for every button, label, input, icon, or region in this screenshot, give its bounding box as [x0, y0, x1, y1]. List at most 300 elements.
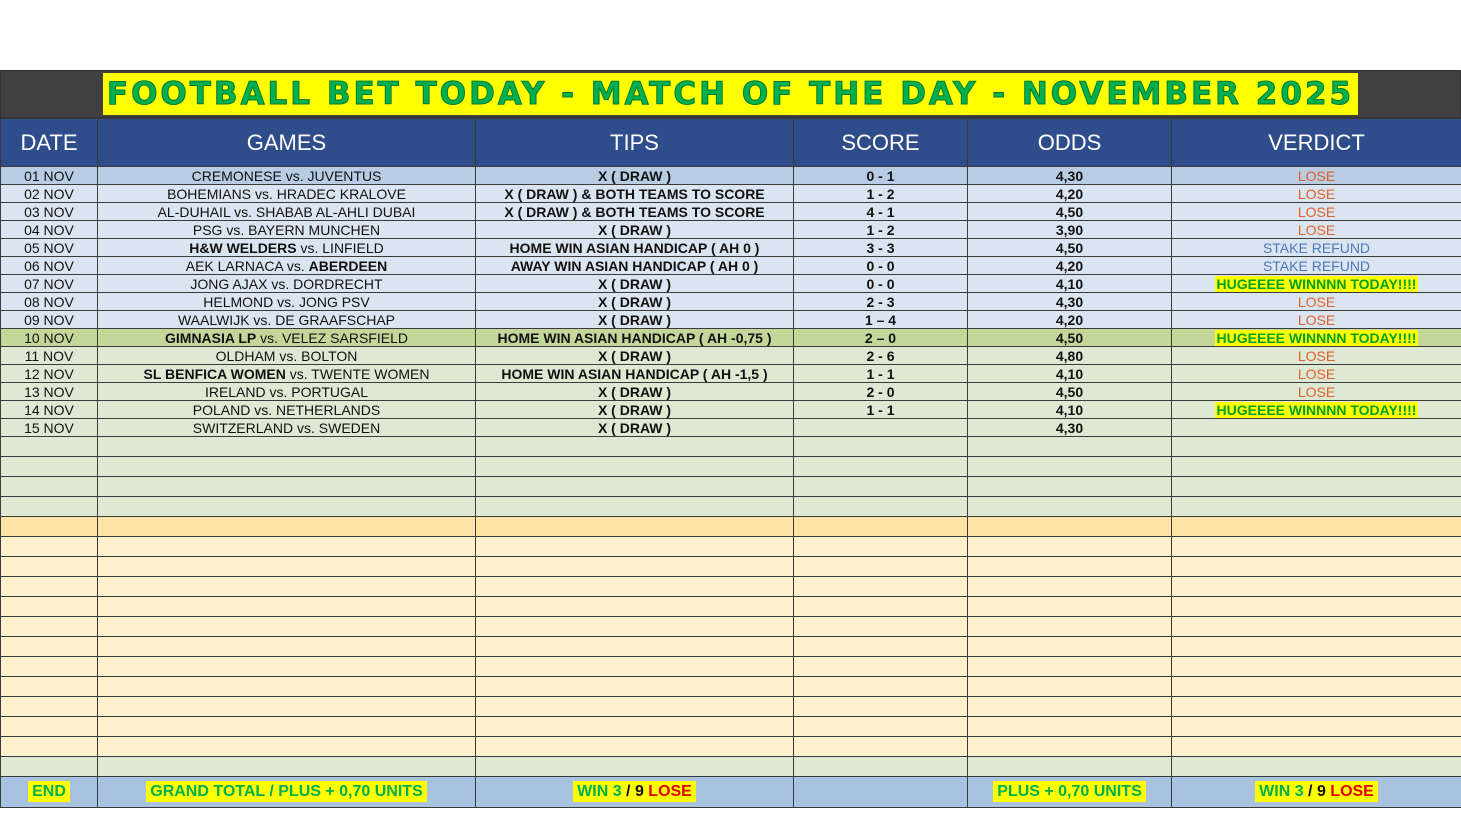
tip-cell[interactable]: X ( DRAW )	[476, 419, 794, 437]
empty-cell[interactable]	[968, 657, 1172, 677]
empty-cell[interactable]	[1172, 517, 1461, 537]
empty-cell[interactable]	[1172, 617, 1461, 637]
away-team: DE GRAAFSCHAP	[275, 311, 396, 328]
empty-cell[interactable]	[794, 737, 968, 757]
footer-verdict-sep: /	[1303, 783, 1317, 800]
empty-cell[interactable]	[98, 757, 476, 777]
verdict-cell[interactable]	[1172, 221, 1461, 239]
empty-cell[interactable]	[968, 457, 1172, 477]
footer-verdict-win: WIN 3	[1259, 783, 1304, 800]
date-cell[interactable]: 14 NOV	[1, 401, 98, 419]
away-team: PORTUGAL	[291, 383, 369, 400]
odds-cell[interactable]: 4,80	[968, 347, 1172, 365]
verdict-label: LOSE	[1297, 221, 1336, 238]
score-cell[interactable]: 2 - 6	[794, 347, 968, 365]
date-cell[interactable]: 02 NOV	[1, 185, 98, 203]
header-verdict[interactable]: VERDICT	[1172, 119, 1461, 167]
games-cell[interactable]	[98, 167, 476, 185]
empty-cell[interactable]	[476, 657, 794, 677]
verdict-label: LOSE	[1297, 383, 1336, 400]
empty-row	[1, 437, 1461, 457]
tip-cell[interactable]: HOME WIN ASIAN HANDICAP ( AH -1,5 )	[476, 365, 794, 383]
score-cell[interactable]: 1 – 4	[794, 311, 968, 329]
verdict-cell[interactable]	[1172, 347, 1461, 365]
empty-cell[interactable]	[476, 677, 794, 697]
away-team: JUVENTUS	[307, 167, 382, 184]
empty-row	[1, 597, 1461, 617]
tip-cell[interactable]: X ( DRAW )	[476, 383, 794, 401]
games-cell[interactable]	[98, 293, 476, 311]
empty-cell[interactable]	[968, 737, 1172, 757]
empty-cell[interactable]	[1172, 457, 1461, 477]
tip-cell[interactable]: X ( DRAW )	[476, 311, 794, 329]
home-team: POLAND	[192, 401, 251, 418]
empty-cell[interactable]	[1, 437, 98, 457]
odds-cell[interactable]: 4,30	[968, 419, 1172, 437]
score-cell[interactable]: 0 - 0	[794, 275, 968, 293]
empty-row	[1, 637, 1461, 657]
home-team: AEK LARNACA	[185, 257, 283, 274]
empty-cell[interactable]	[794, 537, 968, 557]
away-team: VELEZ SARSFIELD	[281, 329, 408, 346]
away-team: NETHERLANDS	[276, 401, 381, 418]
footer-row	[1, 777, 1461, 808]
games-cell[interactable]	[98, 329, 476, 347]
score-cell[interactable]: 2 - 3	[794, 293, 968, 311]
games-cell[interactable]	[98, 203, 476, 221]
empty-cell[interactable]	[476, 457, 794, 477]
empty-cell[interactable]	[98, 437, 476, 457]
bets-table	[0, 118, 1461, 808]
date-cell[interactable]: 10 NOV	[1, 329, 98, 347]
empty-row	[1, 477, 1461, 497]
footer-tips-num: 9	[634, 783, 644, 800]
score-cell[interactable]: 1 - 1	[794, 365, 968, 383]
empty-cell[interactable]	[1172, 477, 1461, 497]
date-cell[interactable]: 01 NOV	[1, 167, 98, 185]
date-cell[interactable]: 12 NOV	[1, 365, 98, 383]
verdict-cell[interactable]	[1172, 383, 1461, 401]
table-row	[1, 185, 1461, 203]
odds-cell[interactable]: 3,90	[968, 221, 1172, 239]
vs-label: vs.	[254, 185, 273, 202]
empty-row	[1, 557, 1461, 577]
empty-cell[interactable]	[98, 717, 476, 737]
header-score[interactable]: SCORE	[794, 119, 968, 167]
empty-cell[interactable]	[98, 537, 476, 557]
empty-cell[interactable]	[1172, 597, 1461, 617]
empty-cell[interactable]	[968, 517, 1172, 537]
games-cell[interactable]	[98, 257, 476, 275]
footer-tips-cell[interactable]	[476, 777, 794, 808]
away-team: BOLTON	[301, 347, 358, 364]
footer-tips-win: WIN 3	[577, 783, 622, 800]
empty-cell[interactable]	[1172, 537, 1461, 557]
empty-cell[interactable]	[968, 477, 1172, 497]
empty-cell[interactable]	[476, 757, 794, 777]
header-games[interactable]: GAMES	[98, 119, 476, 167]
vs-label: vs.	[277, 293, 296, 310]
empty-cell[interactable]	[968, 617, 1172, 637]
empty-cell[interactable]	[1172, 737, 1461, 757]
verdict-label: STAKE REFUND	[1262, 239, 1371, 256]
home-team: SWITZERLAND	[192, 419, 294, 436]
tip-cell[interactable]: HOME WIN ASIAN HANDICAP ( AH -0,75 )	[476, 329, 794, 347]
date-cell[interactable]: 08 NOV	[1, 293, 98, 311]
date-cell[interactable]: 13 NOV	[1, 383, 98, 401]
footer-odds-cell[interactable]	[968, 777, 1172, 808]
empty-row	[1, 517, 1461, 537]
home-team: HELMOND	[203, 293, 274, 310]
verdict-cell[interactable]	[1172, 275, 1461, 293]
footer-verdict-lose: LOSE	[1325, 783, 1374, 800]
empty-cell[interactable]	[794, 477, 968, 497]
verdict-cell[interactable]	[1172, 311, 1461, 329]
tip-cell[interactable]: AWAY WIN ASIAN HANDICAP ( AH 0 )	[476, 257, 794, 275]
odds-cell[interactable]: 4,30	[968, 293, 1172, 311]
tip-cell[interactable]: X ( DRAW )	[476, 401, 794, 419]
verdict-cell[interactable]	[1172, 365, 1461, 383]
vs-label: vs.	[254, 401, 273, 418]
vs-label: vs.	[260, 329, 279, 346]
verdict-label: LOSE	[1297, 185, 1336, 202]
empty-row	[1, 497, 1461, 517]
home-team: GIMNASIA LP	[165, 329, 257, 346]
empty-cell[interactable]	[476, 577, 794, 597]
empty-cell[interactable]	[476, 737, 794, 757]
tip-cell[interactable]: X ( DRAW )	[476, 347, 794, 365]
empty-cell[interactable]	[476, 717, 794, 737]
date-cell[interactable]: 03 NOV	[1, 203, 98, 221]
empty-cell[interactable]	[794, 717, 968, 737]
tip-cell[interactable]: HOME WIN ASIAN HANDICAP ( AH 0 )	[476, 239, 794, 257]
date-cell[interactable]: 11 NOV	[1, 347, 98, 365]
home-team: AL-DUHAIL	[157, 203, 231, 220]
empty-row	[1, 617, 1461, 637]
vs-label: vs.	[289, 365, 308, 382]
score-cell[interactable]: 4 - 1	[794, 203, 968, 221]
tip-cell[interactable]: X ( DRAW ) & BOTH TEAMS TO SCORE	[476, 203, 794, 221]
odds-cell[interactable]: 4,20	[968, 311, 1172, 329]
odds-cell[interactable]: 4,10	[968, 401, 1172, 419]
empty-cell[interactable]	[476, 637, 794, 657]
empty-cell[interactable]	[1172, 557, 1461, 577]
empty-cell[interactable]	[1, 517, 98, 537]
empty-cell[interactable]	[98, 617, 476, 637]
empty-row	[1, 697, 1461, 717]
table-row	[1, 419, 1461, 437]
verdict-label: HUGEEEE WINNNN TODAY!!!!	[1216, 329, 1417, 346]
empty-cell[interactable]	[1, 537, 98, 557]
games-cell[interactable]	[98, 347, 476, 365]
footer-score-cell[interactable]	[794, 777, 968, 808]
empty-cell[interactable]	[1, 717, 98, 737]
empty-cell[interactable]	[794, 577, 968, 597]
empty-cell[interactable]	[794, 437, 968, 457]
empty-cell[interactable]	[98, 597, 476, 617]
empty-cell[interactable]	[476, 617, 794, 637]
empty-cell[interactable]	[98, 577, 476, 597]
table-row	[1, 203, 1461, 221]
empty-cell[interactable]	[968, 557, 1172, 577]
title-bar	[0, 70, 1461, 118]
table-row	[1, 275, 1461, 293]
empty-cell[interactable]	[1, 697, 98, 717]
empty-row	[1, 457, 1461, 477]
empty-cell[interactable]	[794, 597, 968, 617]
empty-cell[interactable]	[476, 557, 794, 577]
empty-cell[interactable]	[1, 677, 98, 697]
empty-cell[interactable]	[98, 677, 476, 697]
verdict-label: HUGEEEE WINNNN TODAY!!!!	[1216, 275, 1417, 292]
empty-cell[interactable]	[1, 657, 98, 677]
empty-cell[interactable]	[794, 657, 968, 677]
score-cell[interactable]: 1 - 2	[794, 221, 968, 239]
table-row	[1, 311, 1461, 329]
away-team: ABERDEEN	[308, 257, 388, 274]
empty-cell[interactable]	[794, 497, 968, 517]
empty-cell[interactable]	[98, 657, 476, 677]
empty-cell[interactable]	[98, 457, 476, 477]
empty-cell[interactable]	[1172, 657, 1461, 677]
empty-cell[interactable]	[1172, 437, 1461, 457]
verdict-label: LOSE	[1297, 167, 1336, 184]
games-cell[interactable]	[98, 311, 476, 329]
empty-cell[interactable]	[794, 637, 968, 657]
score-cell[interactable]: 3 - 3	[794, 239, 968, 257]
empty-cell[interactable]	[1172, 697, 1461, 717]
empty-cell[interactable]	[794, 457, 968, 477]
footer-verdict-num: 9	[1316, 783, 1326, 800]
footer-games-cell[interactable]	[98, 777, 476, 808]
score-cell[interactable]: 2 - 0	[794, 383, 968, 401]
home-team: IRELAND	[204, 383, 266, 400]
verdict-cell[interactable]	[1172, 329, 1461, 347]
away-team: SWEDEN	[318, 419, 381, 436]
footer-end-label: END	[28, 781, 70, 802]
footer-odds-total: PLUS + 0,70 UNITS	[993, 781, 1146, 802]
tip-cell[interactable]: X ( DRAW )	[476, 275, 794, 293]
empty-cell[interactable]	[1, 557, 98, 577]
verdict-label: LOSE	[1297, 203, 1336, 220]
verdict-cell[interactable]	[1172, 401, 1461, 419]
empty-cell[interactable]	[794, 617, 968, 637]
empty-cell[interactable]	[476, 517, 794, 537]
score-cell[interactable]	[794, 419, 968, 437]
footer-tips-summary	[573, 781, 696, 802]
empty-cell[interactable]	[98, 557, 476, 577]
empty-row	[1, 717, 1461, 737]
empty-cell[interactable]	[98, 497, 476, 517]
empty-cell[interactable]	[476, 597, 794, 617]
vs-label: vs.	[279, 347, 298, 364]
date-cell[interactable]: 06 NOV	[1, 257, 98, 275]
empty-cell[interactable]	[476, 477, 794, 497]
header-date[interactable]: DATE	[1, 119, 98, 167]
empty-cell[interactable]	[968, 577, 1172, 597]
score-cell[interactable]: 2 – 0	[794, 329, 968, 347]
verdict-cell[interactable]	[1172, 257, 1461, 275]
verdict-label: HUGEEEE WINNNN TODAY!!!!	[1216, 401, 1417, 418]
verdict-label: LOSE	[1297, 365, 1336, 382]
empty-cell[interactable]	[1172, 637, 1461, 657]
empty-cell[interactable]	[98, 737, 476, 757]
tip-cell[interactable]: X ( DRAW )	[476, 293, 794, 311]
empty-cell[interactable]	[968, 637, 1172, 657]
empty-cell[interactable]	[476, 697, 794, 717]
empty-cell[interactable]	[794, 697, 968, 717]
score-cell[interactable]: 0 - 1	[794, 167, 968, 185]
table-row	[1, 347, 1461, 365]
table-row	[1, 293, 1461, 311]
empty-row	[1, 737, 1461, 757]
date-cell[interactable]: 05 NOV	[1, 239, 98, 257]
odds-cell[interactable]: 4,50	[968, 203, 1172, 221]
verdict-label: LOSE	[1297, 347, 1336, 364]
odds-cell[interactable]: 4,10	[968, 365, 1172, 383]
footer-verdict-cell[interactable]	[1172, 777, 1461, 808]
header-odds[interactable]: ODDS	[968, 119, 1172, 167]
odds-cell[interactable]: 4,50	[968, 239, 1172, 257]
empty-cell[interactable]	[968, 537, 1172, 557]
empty-cell[interactable]	[98, 697, 476, 717]
vs-label: vs.	[286, 257, 305, 274]
away-team: SHABAB AL-AHLI DUBAI	[255, 203, 416, 220]
empty-cell[interactable]	[968, 597, 1172, 617]
empty-cell[interactable]	[1, 757, 98, 777]
spreadsheet	[0, 70, 1461, 808]
empty-cell[interactable]	[1, 457, 98, 477]
empty-cell[interactable]	[1172, 717, 1461, 737]
games-cell[interactable]	[98, 185, 476, 203]
date-cell[interactable]: 07 NOV	[1, 275, 98, 293]
empty-cell[interactable]	[1172, 577, 1461, 597]
home-team: WAALWIJK	[177, 311, 250, 328]
home-team: JONG AJAX	[190, 275, 268, 292]
page-title: FOOTBALL BET TODAY - MATCH OF THE DAY - NOVEMBER 2025	[103, 73, 1358, 115]
empty-cell[interactable]	[476, 537, 794, 557]
away-team: TWENTE WOMEN	[311, 365, 430, 382]
odds-cell[interactable]: 4,50	[968, 329, 1172, 347]
empty-row	[1, 537, 1461, 557]
verdict-cell[interactable]	[1172, 419, 1461, 437]
empty-cell[interactable]	[968, 717, 1172, 737]
empty-cell[interactable]	[1, 477, 98, 497]
empty-cell[interactable]	[98, 517, 476, 537]
empty-row	[1, 757, 1461, 777]
tip-cell[interactable]: X ( DRAW ) & BOTH TEAMS TO SCORE	[476, 185, 794, 203]
empty-cell[interactable]	[968, 697, 1172, 717]
vs-label: vs.	[285, 167, 304, 184]
empty-cell[interactable]	[1, 497, 98, 517]
table-row	[1, 383, 1461, 401]
score-cell[interactable]: 0 - 0	[794, 257, 968, 275]
home-team: SL BENFICA WOMEN	[143, 365, 286, 382]
score-cell[interactable]: 1 - 2	[794, 185, 968, 203]
away-team: LINFIELD	[322, 239, 384, 256]
odds-cell[interactable]: 4,20	[968, 185, 1172, 203]
games-cell[interactable]	[98, 419, 476, 437]
home-team: H&W WELDERS	[189, 239, 297, 256]
games-cell[interactable]	[98, 239, 476, 257]
table-row	[1, 365, 1461, 383]
table-row	[1, 257, 1461, 275]
empty-cell[interactable]	[1, 577, 98, 597]
empty-cell[interactable]	[968, 437, 1172, 457]
vs-label: vs.	[269, 383, 288, 400]
empty-cell[interactable]	[1172, 757, 1461, 777]
empty-cell[interactable]	[1172, 497, 1461, 517]
empty-cell[interactable]	[476, 437, 794, 457]
tip-cell[interactable]: X ( DRAW )	[476, 167, 794, 185]
vs-label: vs.	[300, 239, 319, 256]
home-team: CREMONESE	[191, 167, 282, 184]
table-body	[1, 167, 1461, 777]
table-row	[1, 329, 1461, 347]
empty-cell[interactable]	[1, 737, 98, 757]
empty-cell[interactable]	[1, 617, 98, 637]
empty-cell[interactable]	[794, 517, 968, 537]
games-cell[interactable]	[98, 221, 476, 239]
verdict-cell[interactable]	[1172, 167, 1461, 185]
header-tips[interactable]: TIPS	[476, 119, 794, 167]
odds-cell[interactable]: 4,50	[968, 383, 1172, 401]
empty-cell[interactable]	[476, 497, 794, 517]
table-row	[1, 221, 1461, 239]
verdict-cell[interactable]	[1172, 239, 1461, 257]
odds-cell[interactable]: 4,30	[968, 167, 1172, 185]
empty-cell[interactable]	[968, 677, 1172, 697]
date-cell[interactable]: 09 NOV	[1, 311, 98, 329]
away-team: JONG PSV	[298, 293, 370, 310]
games-cell[interactable]	[98, 275, 476, 293]
empty-cell[interactable]	[1, 597, 98, 617]
empty-cell[interactable]	[1, 637, 98, 657]
empty-cell[interactable]	[968, 497, 1172, 517]
table-row	[1, 167, 1461, 185]
verdict-label: LOSE	[1297, 311, 1336, 328]
odds-cell[interactable]: 4,20	[968, 257, 1172, 275]
games-cell[interactable]	[98, 401, 476, 419]
footer-date-cell[interactable]	[1, 777, 98, 808]
vs-label: vs.	[253, 311, 272, 328]
verdict-cell[interactable]	[1172, 293, 1461, 311]
date-cell[interactable]: 04 NOV	[1, 221, 98, 239]
header-row	[1, 119, 1461, 167]
verdict-cell[interactable]	[1172, 185, 1461, 203]
footer-tips-sep: /	[621, 783, 635, 800]
games-cell[interactable]	[98, 365, 476, 383]
empty-cell[interactable]	[98, 477, 476, 497]
footer-grand-total: GRAND TOTAL / PLUS + 0,70 UNITS	[146, 781, 427, 802]
verdict-label: STAKE REFUND	[1262, 257, 1371, 274]
date-cell[interactable]: 15 NOV	[1, 419, 98, 437]
empty-cell[interactable]	[98, 637, 476, 657]
odds-cell[interactable]: 4,10	[968, 275, 1172, 293]
empty-row	[1, 657, 1461, 677]
verdict-cell[interactable]	[1172, 203, 1461, 221]
games-cell[interactable]	[98, 383, 476, 401]
away-team: DORDRECHT	[293, 275, 383, 292]
empty-cell[interactable]	[794, 677, 968, 697]
empty-cell[interactable]	[1172, 677, 1461, 697]
empty-cell[interactable]	[794, 557, 968, 577]
score-cell[interactable]: 1 - 1	[794, 401, 968, 419]
empty-cell[interactable]	[968, 757, 1172, 777]
empty-cell[interactable]	[794, 757, 968, 777]
tip-cell[interactable]: X ( DRAW )	[476, 221, 794, 239]
verdict-label: LOSE	[1297, 293, 1336, 310]
